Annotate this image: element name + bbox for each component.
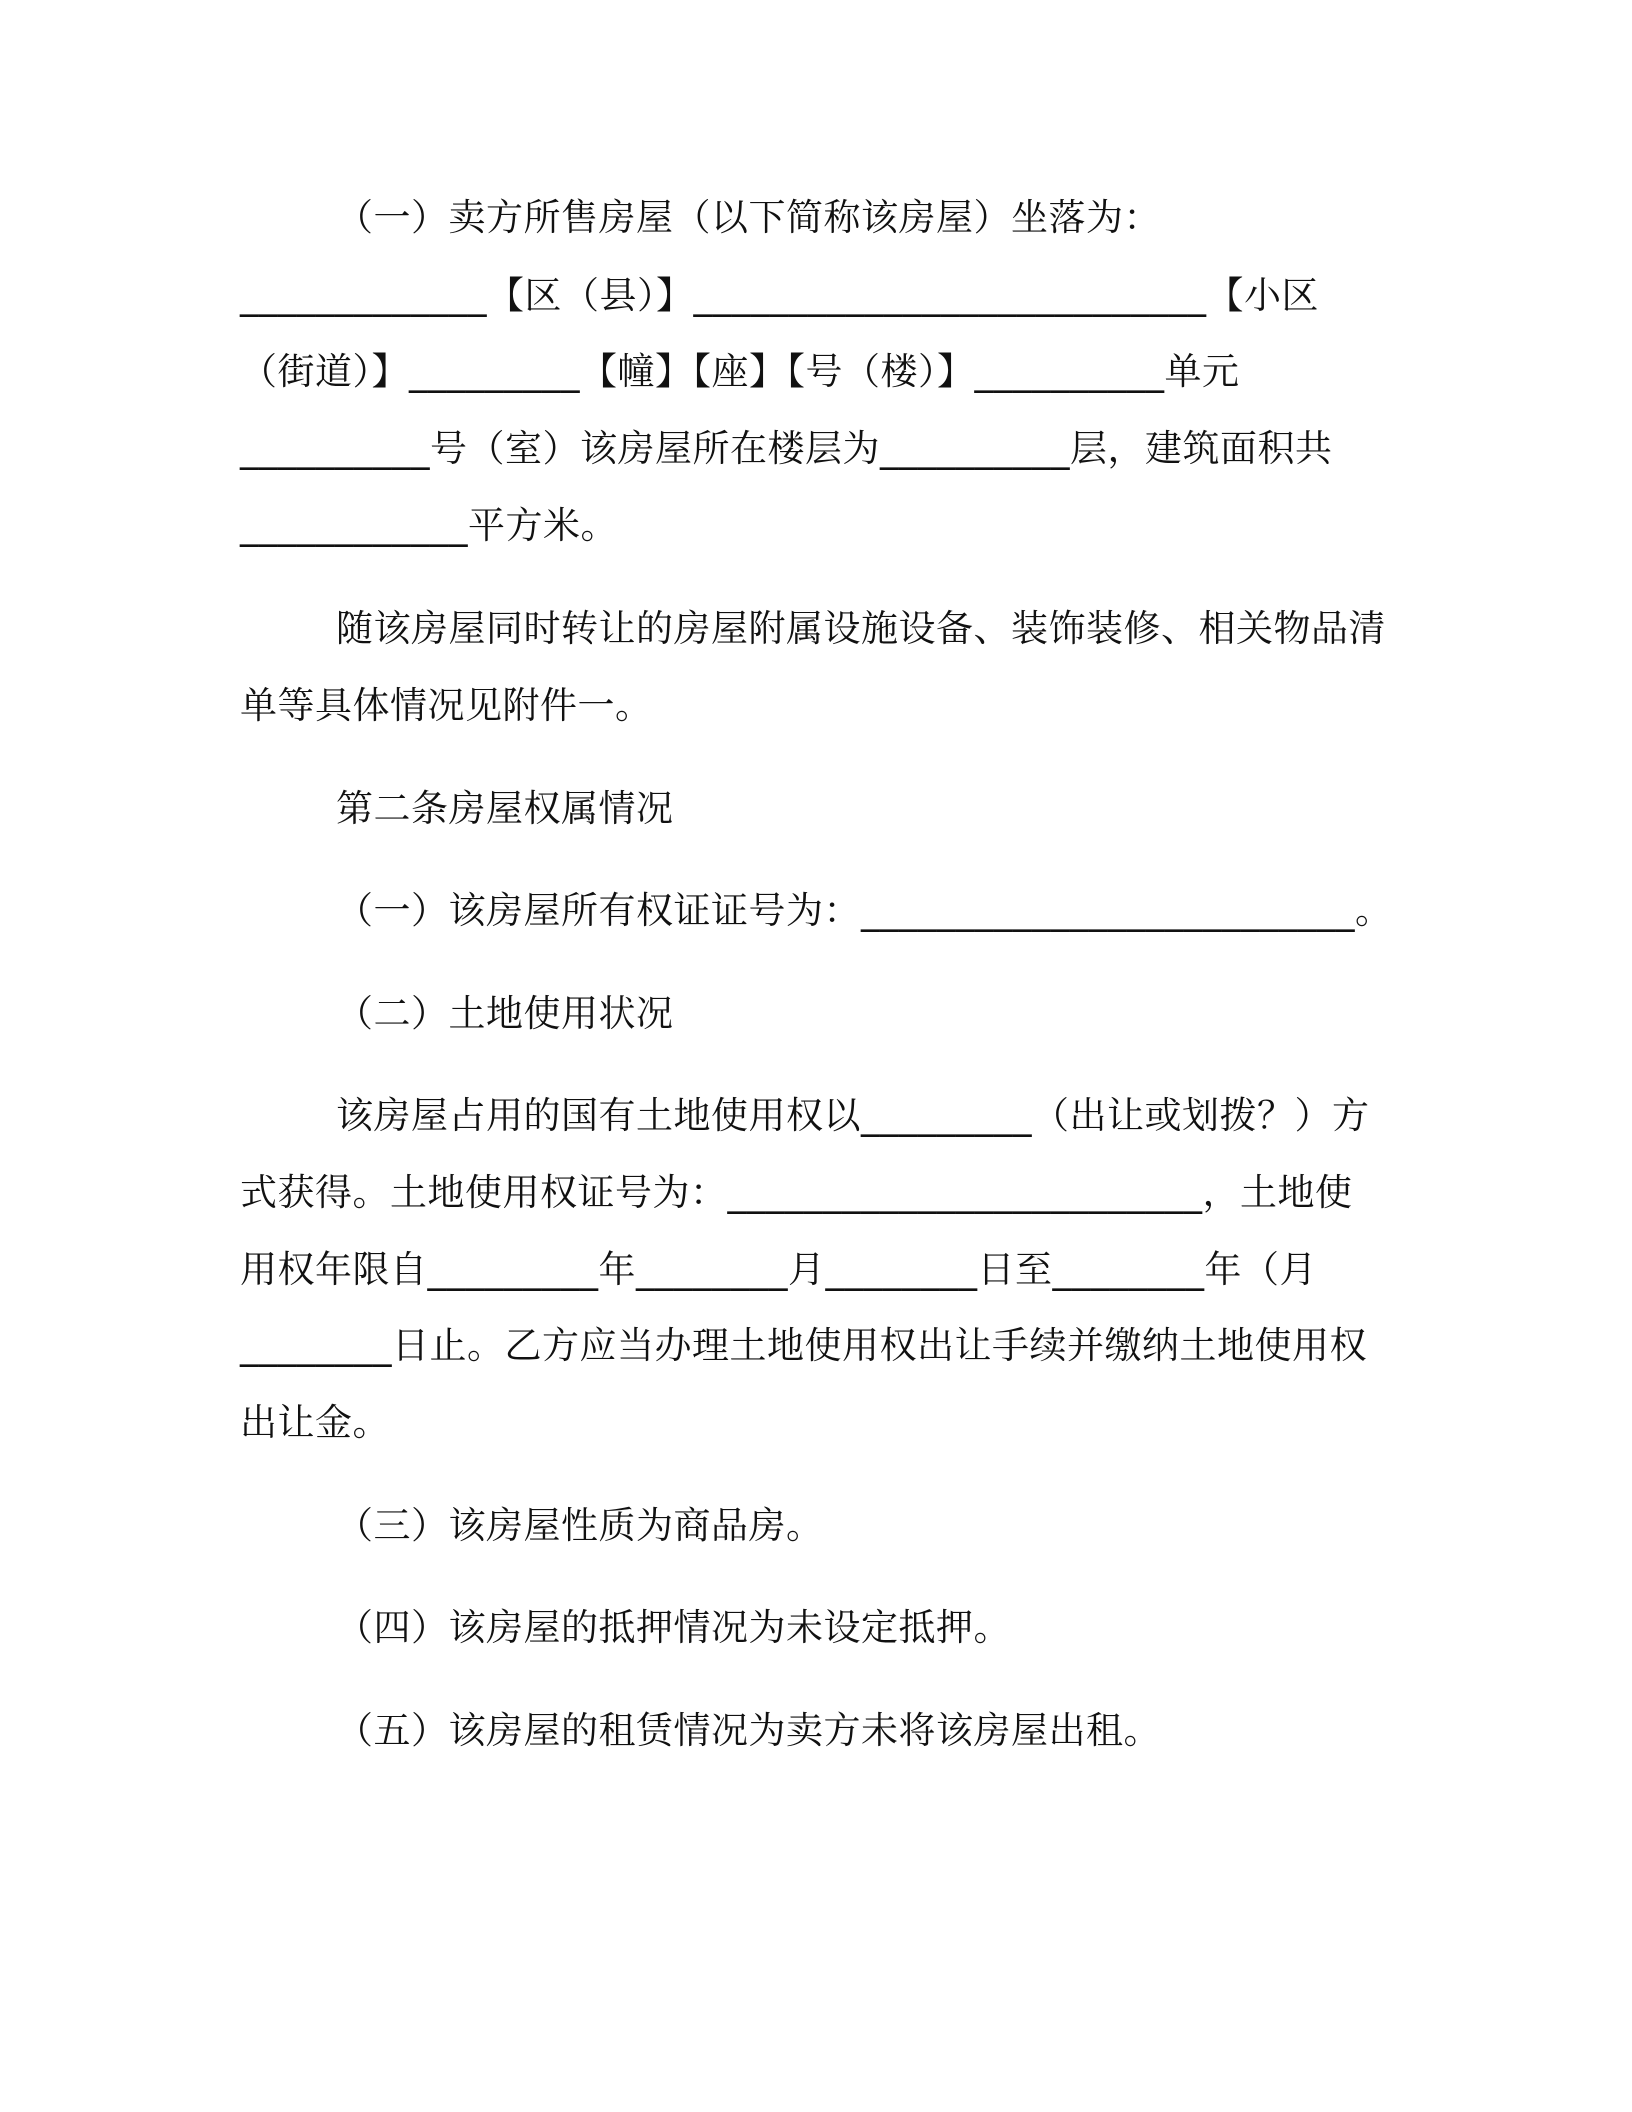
address-floor-area-line: __________号（室）该房屋所在楼层为__________层，建筑面积共 xyxy=(240,427,1333,470)
land-use-line-4: ________日止。乙方应当办理土地使用权出让手续并缴纳土地使用权 xyxy=(240,1324,1367,1367)
area-square-meters-line: ____________平方米。 xyxy=(240,504,618,547)
ownership-certificate-line: （一）该房屋所有权证证号为：__________________________。 xyxy=(336,889,1393,932)
property-nature-line: （三）该房屋性质为商品房。 xyxy=(336,1504,824,1547)
land-use-line-2: 式获得。土地使用权证号为：_________________________，土地使 xyxy=(240,1171,1353,1214)
attached-facilities-line-1: 随该房屋同时转让的房屋附属设施设备、装饰装修、相关物品清 xyxy=(336,607,1386,650)
lease-status-line: （五）该房屋的租赁情况为卖方未将该房屋出租。 xyxy=(336,1709,1161,1752)
article-2-heading: 第二条房屋权属情况 xyxy=(336,787,674,830)
address-district-line: _____________【区（县）】___________________________【小区 xyxy=(240,274,1319,317)
land-use-line-1: 该房屋占用的国有土地使用权以_________（出让或划拨？）方 xyxy=(336,1094,1370,1137)
land-use-line-3: 用权年限自_________年________月________日至________年（月 xyxy=(240,1248,1317,1291)
land-use-heading: （二）土地使用状况 xyxy=(336,992,674,1035)
mortgage-status-line: （四）该房屋的抵押情况为未设定抵押。 xyxy=(336,1606,1011,1649)
clause-1-location-line: （一）卖方所售房屋（以下简称该房屋）坐落为： xyxy=(336,196,1161,239)
address-building-line: （街道）】_________【幢】【座】【号（楼）】__________单元 xyxy=(240,350,1240,393)
land-use-line-5: 出让金。 xyxy=(240,1401,390,1444)
attached-facilities-line-2: 单等具体情况见附件一。 xyxy=(240,684,653,727)
